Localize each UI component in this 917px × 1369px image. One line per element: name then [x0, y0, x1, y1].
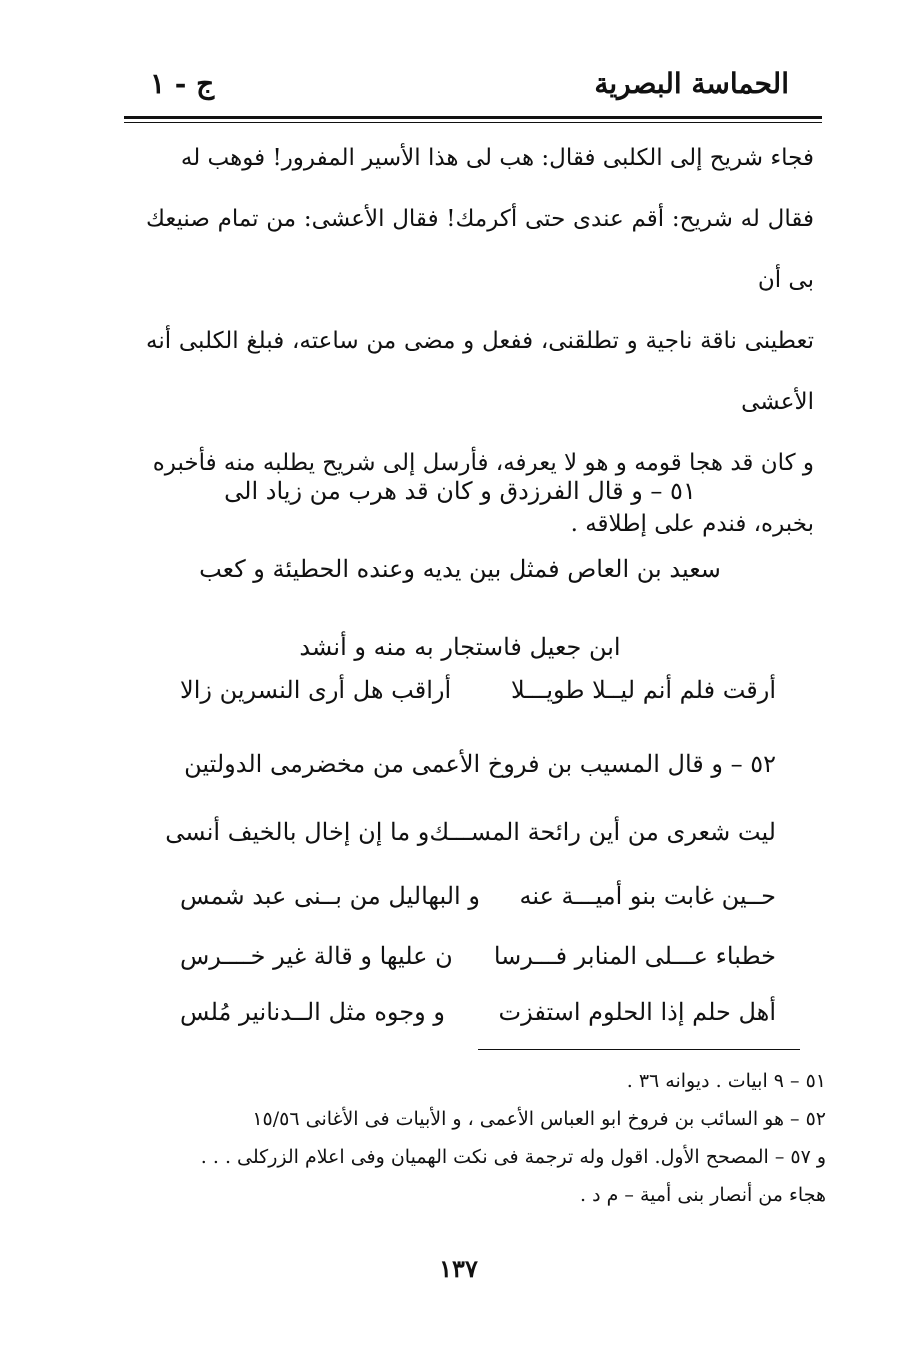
verse-line: [180, 942, 776, 982]
volume-number: ج - ١: [150, 66, 215, 100]
page-number: ١٣٧: [439, 1254, 478, 1283]
verse-second-hemistich: أراقب هل أرى النسرين زالا: [180, 676, 452, 704]
footnote-line: هجاء من أنصار بنى أمية – م د .: [580, 1184, 826, 1206]
footnote-line: ٥١ – ٩ ابيات . ديوانه ٣٦ .: [626, 1070, 826, 1092]
intro-line: ابن جعيل فاستجار به منه و أنشد: [299, 633, 621, 661]
verse-second-hemistich: ن عليها و قالة غير خــــرس: [180, 942, 453, 970]
verse-first-hemistich: أرقت فلم أنم ليــلا طويـــلا: [510, 676, 776, 704]
verse-first-hemistich: أهل حلم إذا الحلوم استفزت: [498, 998, 776, 1026]
header-rule-thin: [124, 122, 822, 123]
verse-first-hemistich: حــين غابت بنو أميـــة عنه: [519, 882, 776, 910]
footnote-rule: [478, 1049, 800, 1050]
intro-line: سعيد بن العاص فمثل بين يديه وعنده الحطيئة و كعب: [199, 555, 721, 583]
book-title: الحماسة البصرية: [594, 66, 789, 100]
prose-line: بخبره، فندم على إطلاقه .: [570, 511, 814, 537]
running-head: [150, 58, 789, 108]
prose-line: تعطينى ناقة ناجية و تطلقنى، ففعل و مضى من ساعته، فبلغ الكلبى أنه الأعشى: [146, 328, 814, 415]
header-rule: [124, 116, 822, 119]
poem-51-intro: [180, 452, 740, 686]
verse-second-hemistich: و وجوه مثل الــدنانير مُلس: [180, 998, 445, 1026]
verse-second-hemistich: و ما إن إخال بالخيف أنسى: [165, 818, 430, 846]
verse-line: [180, 676, 776, 716]
verse-line: [180, 998, 776, 1038]
verse-first-hemistich: ليت شعرى من أين رائحة المســـك: [429, 818, 776, 846]
prose-line: فجاء شريح إلى الكلبى فقال: هب لى هذا الأسير المفرور! فوهب له: [180, 145, 814, 171]
prose-line: فقال له شريح: أقم عندى حتى أكرمك! فقال الأعشى: من تمام صنيعك بى أن: [146, 206, 814, 293]
intro-line: ٥١ – و قال الفرزدق و كان قد هرب من زياد الى: [224, 477, 696, 505]
verse-second-hemistich: و البهاليل من بــنى عبد شمس: [180, 882, 480, 910]
footnotes: [140, 1062, 826, 1214]
poem-52-intro: ٥٢ – و قال المسيب بن فروخ الأعمى من مخضرمى الدولتين: [184, 750, 776, 778]
verse-line: [165, 818, 776, 858]
verse-line: [180, 882, 776, 922]
footnote-line: ٥٢ – هو السائب بن فروخ ابو العباس الأعمى ، و الأبيات فى الأغانى ١٥/٥٦: [252, 1108, 826, 1130]
prose-line: و كان قد هجا قومه و هو لا يعرفه، فأرسل إلى شريح يطلبه منه فأخبره: [152, 450, 814, 476]
footnote-line: و ٥٧ – المصحح الأول. اقول وله ترجمة فى نكت الهميان وفى اعلام الزركلى . . .: [200, 1146, 826, 1168]
verse-first-hemistich: خطباء عـــلى المنابر فـــرسا: [493, 942, 776, 970]
